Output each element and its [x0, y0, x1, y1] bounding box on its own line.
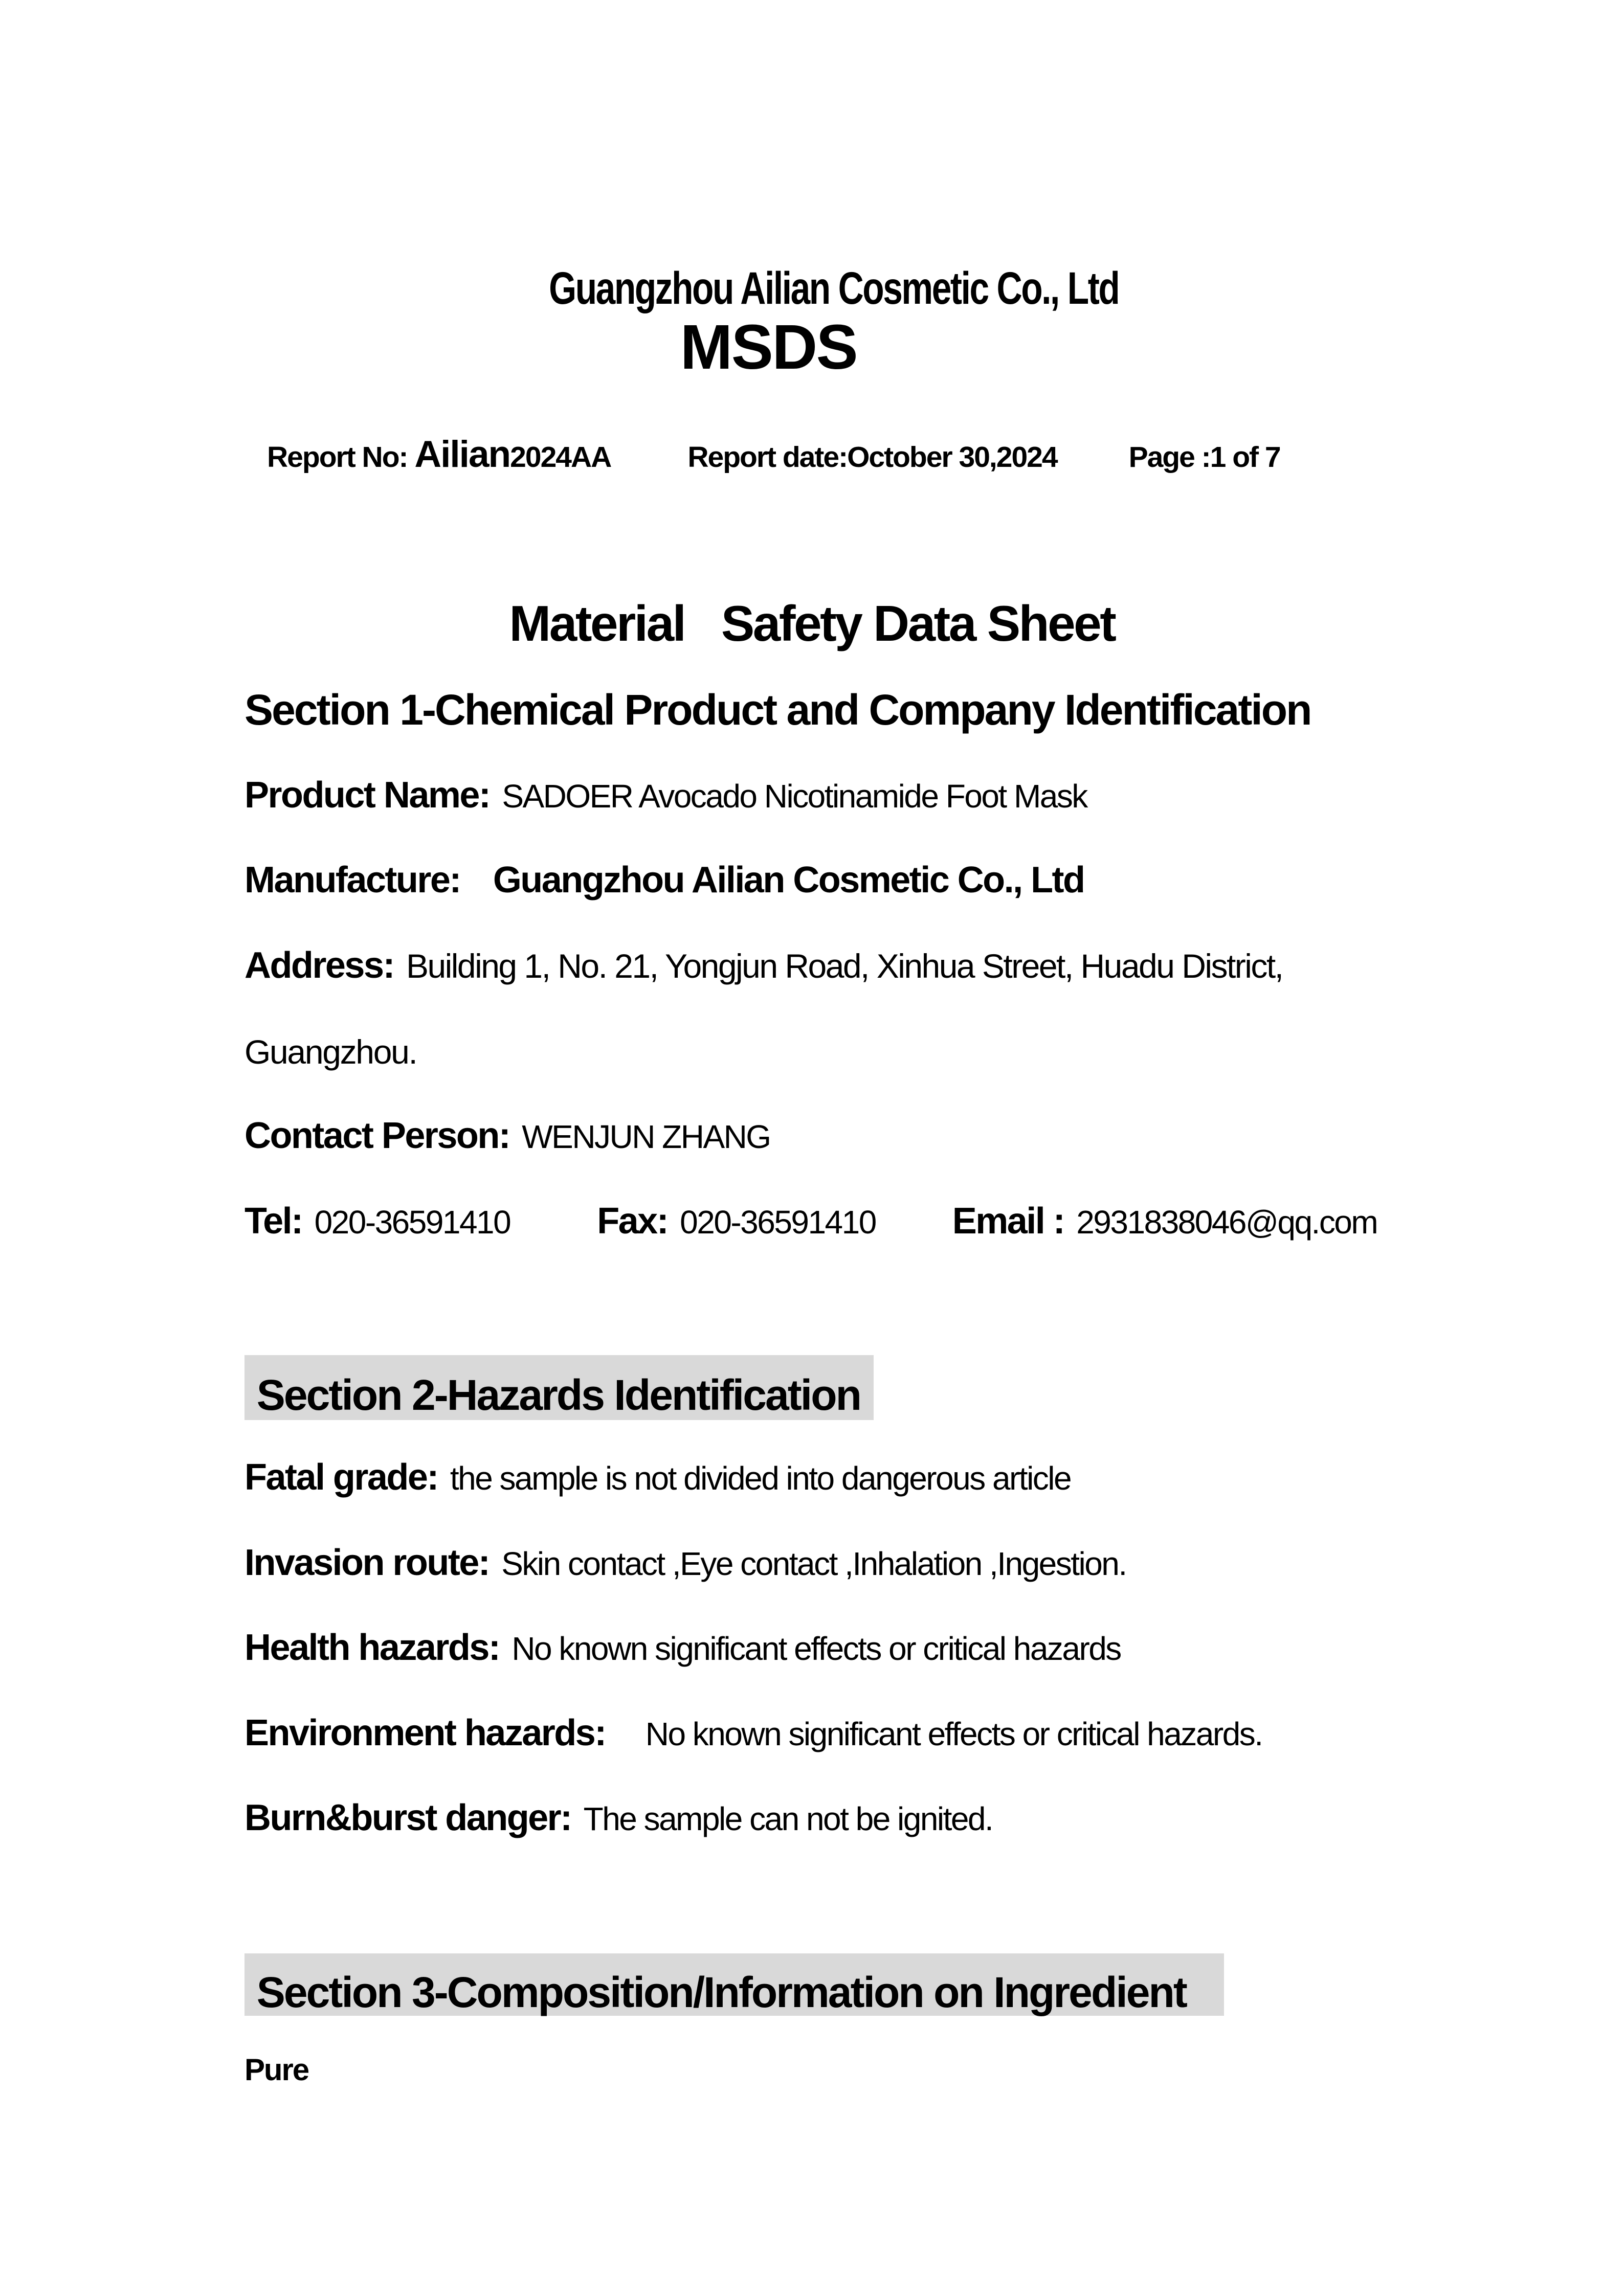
- fax-value: 020-36591410: [680, 1204, 876, 1241]
- report-no-suffix: 2024AA: [510, 441, 611, 474]
- burn-burst-label: Burn&burst danger:: [244, 1797, 571, 1838]
- report-info-line: [267, 436, 1280, 473]
- field-manufacture: [244, 860, 1084, 901]
- section3-heading-highlight: [244, 1953, 1224, 2016]
- field-address: [244, 947, 1283, 984]
- address-value-line1: Building 1, No. 21, Yongjun Road, Xinhua Street, Huadu District,: [406, 947, 1283, 985]
- field-contact-person: [244, 1117, 770, 1154]
- page-number-info: Page :1 of 7: [1128, 441, 1280, 474]
- field-tel-fax-email: [244, 1203, 1377, 1240]
- field-fatal-grade: [244, 1459, 1071, 1496]
- product-name-label: Product Name:: [244, 775, 490, 816]
- tel-value: 020-36591410: [314, 1204, 510, 1241]
- section1-heading: Section 1-Chemical Product and Company Identification: [244, 686, 1311, 734]
- tel-label: Tel:: [244, 1201, 302, 1242]
- doc-type-title: MSDS: [680, 312, 857, 382]
- section2-heading-highlight: [244, 1355, 874, 1420]
- field-burn-burst-danger: [244, 1799, 992, 1836]
- field-environment-hazards: [244, 1715, 1262, 1751]
- field-health-hazards: [244, 1629, 1121, 1666]
- fax-label: Fax:: [597, 1201, 668, 1242]
- environment-hazards-value: No known significant effects or critical hazards.: [645, 1716, 1262, 1752]
- email-label: Email :: [952, 1201, 1064, 1242]
- health-hazards-label: Health hazards:: [244, 1627, 500, 1668]
- pure-label: Pure: [244, 2053, 308, 2087]
- document-title: Material Safety Data Sheet: [509, 595, 1115, 651]
- manufacture-label: Manufacture:: [244, 860, 460, 901]
- invasion-route-label: Invasion route:: [244, 1542, 490, 1583]
- field-address-continuation: Guangzhou.: [244, 1033, 417, 1071]
- email-value: 2931838046@qq.com: [1076, 1204, 1377, 1241]
- section3-heading: Section 3-Composition/Information on Ingredient: [256, 1968, 1186, 2016]
- invasion-route-value: Skin contact ,Eye contact ,Inhalation ,Ingestion.: [501, 1545, 1126, 1582]
- product-name-value: SADOER Avocado Nicotinamide Foot Mask: [502, 778, 1087, 815]
- fatal-grade-value: the sample is not divided into dangerous article: [450, 1460, 1071, 1497]
- environment-hazards-label: Environment hazards:: [244, 1713, 606, 1753]
- field-invasion-route: [244, 1544, 1126, 1581]
- field-product-name: [244, 777, 1087, 814]
- section2-heading: Section 2-Hazards Identification: [256, 1371, 860, 1419]
- report-no-brand: Ailian: [414, 434, 510, 475]
- contact-person-label: Contact Person:: [244, 1115, 510, 1156]
- report-date: Report date:October 30,2024: [687, 441, 1057, 474]
- health-hazards-value: No known significant effects or critical hazards: [511, 1630, 1121, 1667]
- company-name-text: Guangzhou Ailian Cosmetic Co., Ltd: [549, 262, 1119, 313]
- fatal-grade-label: Fatal grade:: [244, 1457, 438, 1498]
- report-no-label: Report No:: [267, 441, 415, 474]
- manufacture-value: Guangzhou Ailian Cosmetic Co., Ltd: [493, 860, 1084, 901]
- contact-person-value: WENJUN ZHANG: [522, 1118, 770, 1155]
- address-label: Address:: [244, 945, 394, 986]
- burn-burst-value: The sample can not be ignited.: [583, 1800, 993, 1837]
